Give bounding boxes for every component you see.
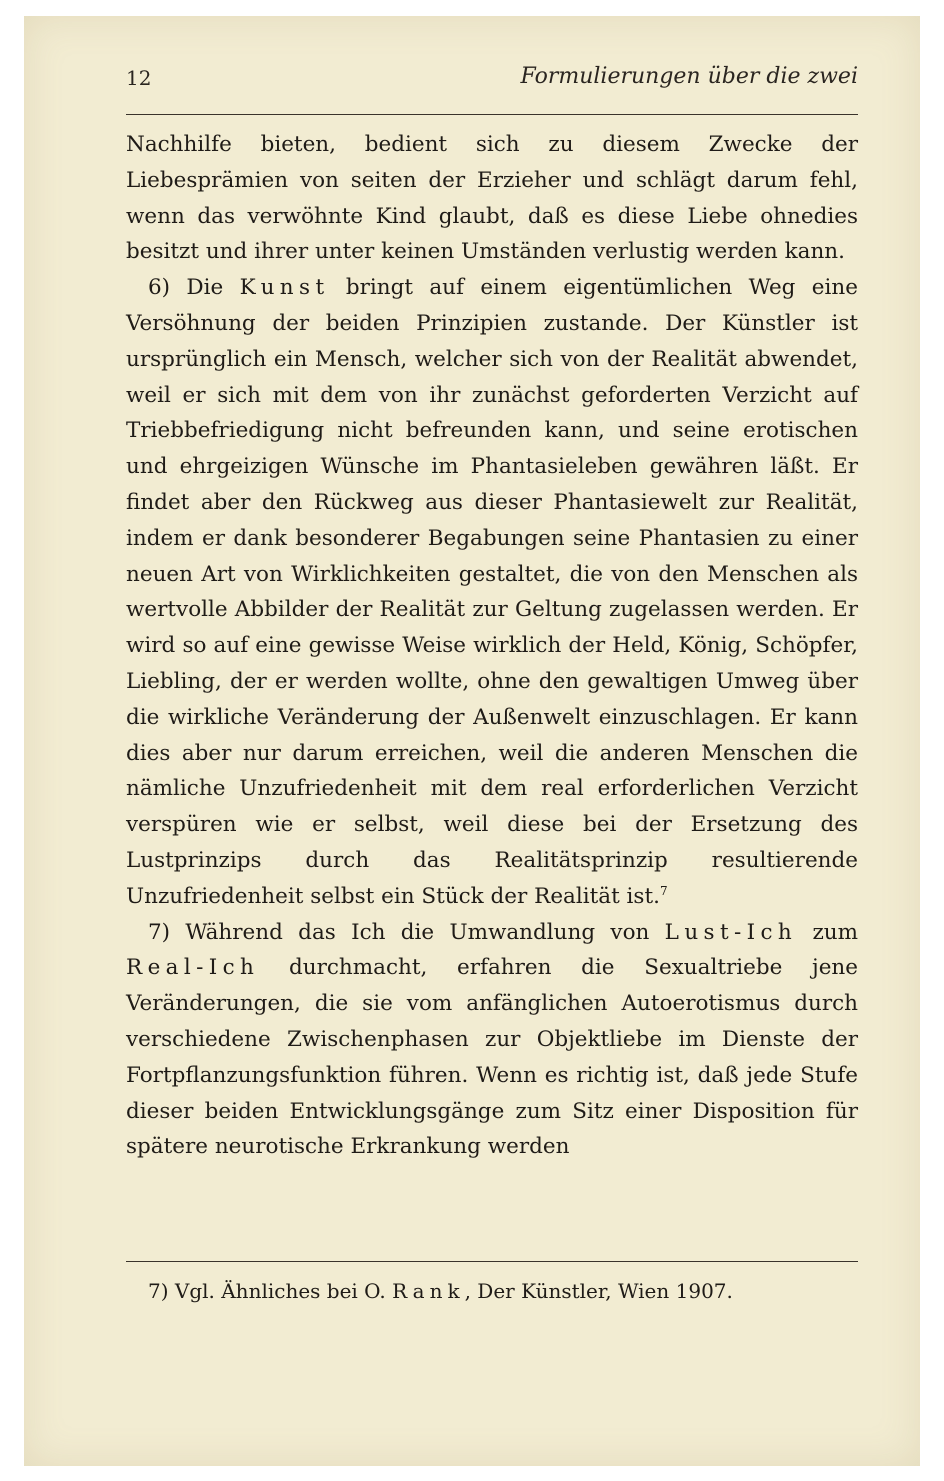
paragraph-6-start: 6) Die — [148, 275, 224, 301]
body-text — [126, 127, 858, 1165]
paragraph-6-text: bringt auf einem eigentümlichen Weg eine Versöhnung der beiden Prinzipien zustande. Der Künstler ist ursprünglich ein Mensch, welcher sich von der Realität abwendet, weil er sich mit dem von ihr zunächst geforderten Verzicht auf Triebbefriedigung nicht befreunden kann, und seine erotischen und ehrgeizigen Wünsche im Phantasieleben gewähren läßt. Er findet aber den Rückweg aus dieser Phantasiewelt zur Realität, indem er dank besonderer Begabungen seine Phantasien zu einer neuen Art von Wirklichkeiten gestaltet, die von den Menschen als wertvolle Abbilder der Realität zur Geltung zugelassen werden. Er wird so auf eine gewisse Weise wirklich der Held, König, Schöpfer, Liebling, der er werden wollte, ohne den gewaltigen Umweg über die wirkliche Veränderung der Außenwelt einzuschlagen. Er kann dies aber nur darum erreichen, weil die anderen Menschen die nämliche Unzufriedenheit mit dem real erforderlichen Verzicht verspüren wie er selbst, weil diese bei der Ersetzung des Lustprinzips durch das Realitätsprinzip resultierende Unzufriedenheit selbst ein Stück der Realität ist. — [126, 275, 858, 909]
paragraph-7-text: durchmacht, erfahren die Sexualtriebe jene Veränderungen, die sie vom anfänglichen Autoerotismus durch verschiedene Zwischenphasen zur Objektliebe im Dienste der Fortpflanzungsfunktion führen. Wenn es richtig ist, daß jede Stufe dieser beiden Entwicklungsgänge zum Sitz einer Disposition für spätere neurotische Erkrankung werden — [126, 955, 858, 1160]
emphasis-kunst: Kunst — [239, 275, 330, 301]
running-title: Formulierungen über die zwei — [520, 64, 858, 89]
paragraph-7-start: 7) Während das Ich die Umwandlung von — [148, 919, 650, 945]
header-rule — [126, 114, 858, 115]
footnote-rest: , Der Künstler, Wien 1907. — [464, 1279, 733, 1303]
emphasis-lust-ich: Lust-Ich — [664, 919, 798, 945]
footnote-start: 7) Vgl. Ähnliches bei O. — [148, 1279, 386, 1303]
paragraph-1-text: Nachhilfe bieten, bedient sich zu diesem Zwecke der Liebesprämien von seiten der Erzieher und schlägt darum fehl, wenn das verwöhnte Kind glaubt, daß es diese Liebe ohnedies besitzt und ihrer unter keinen Umständen verlustig werden kann. — [126, 132, 858, 265]
paragraph-7-mid: zum — [812, 919, 858, 945]
footnote — [148, 1276, 848, 1306]
page-number: 12 — [126, 66, 152, 90]
emphasis-real-ich: Real-Ich — [126, 955, 260, 981]
paragraph-7 — [126, 915, 858, 1166]
emphasis-rank: Rank — [392, 1279, 465, 1303]
footnote-rule — [126, 1261, 858, 1262]
footnote-marker: 7 — [659, 883, 668, 898]
paragraph-6 — [126, 270, 858, 914]
page-header — [126, 58, 858, 98]
paragraph-1 — [126, 127, 858, 270]
